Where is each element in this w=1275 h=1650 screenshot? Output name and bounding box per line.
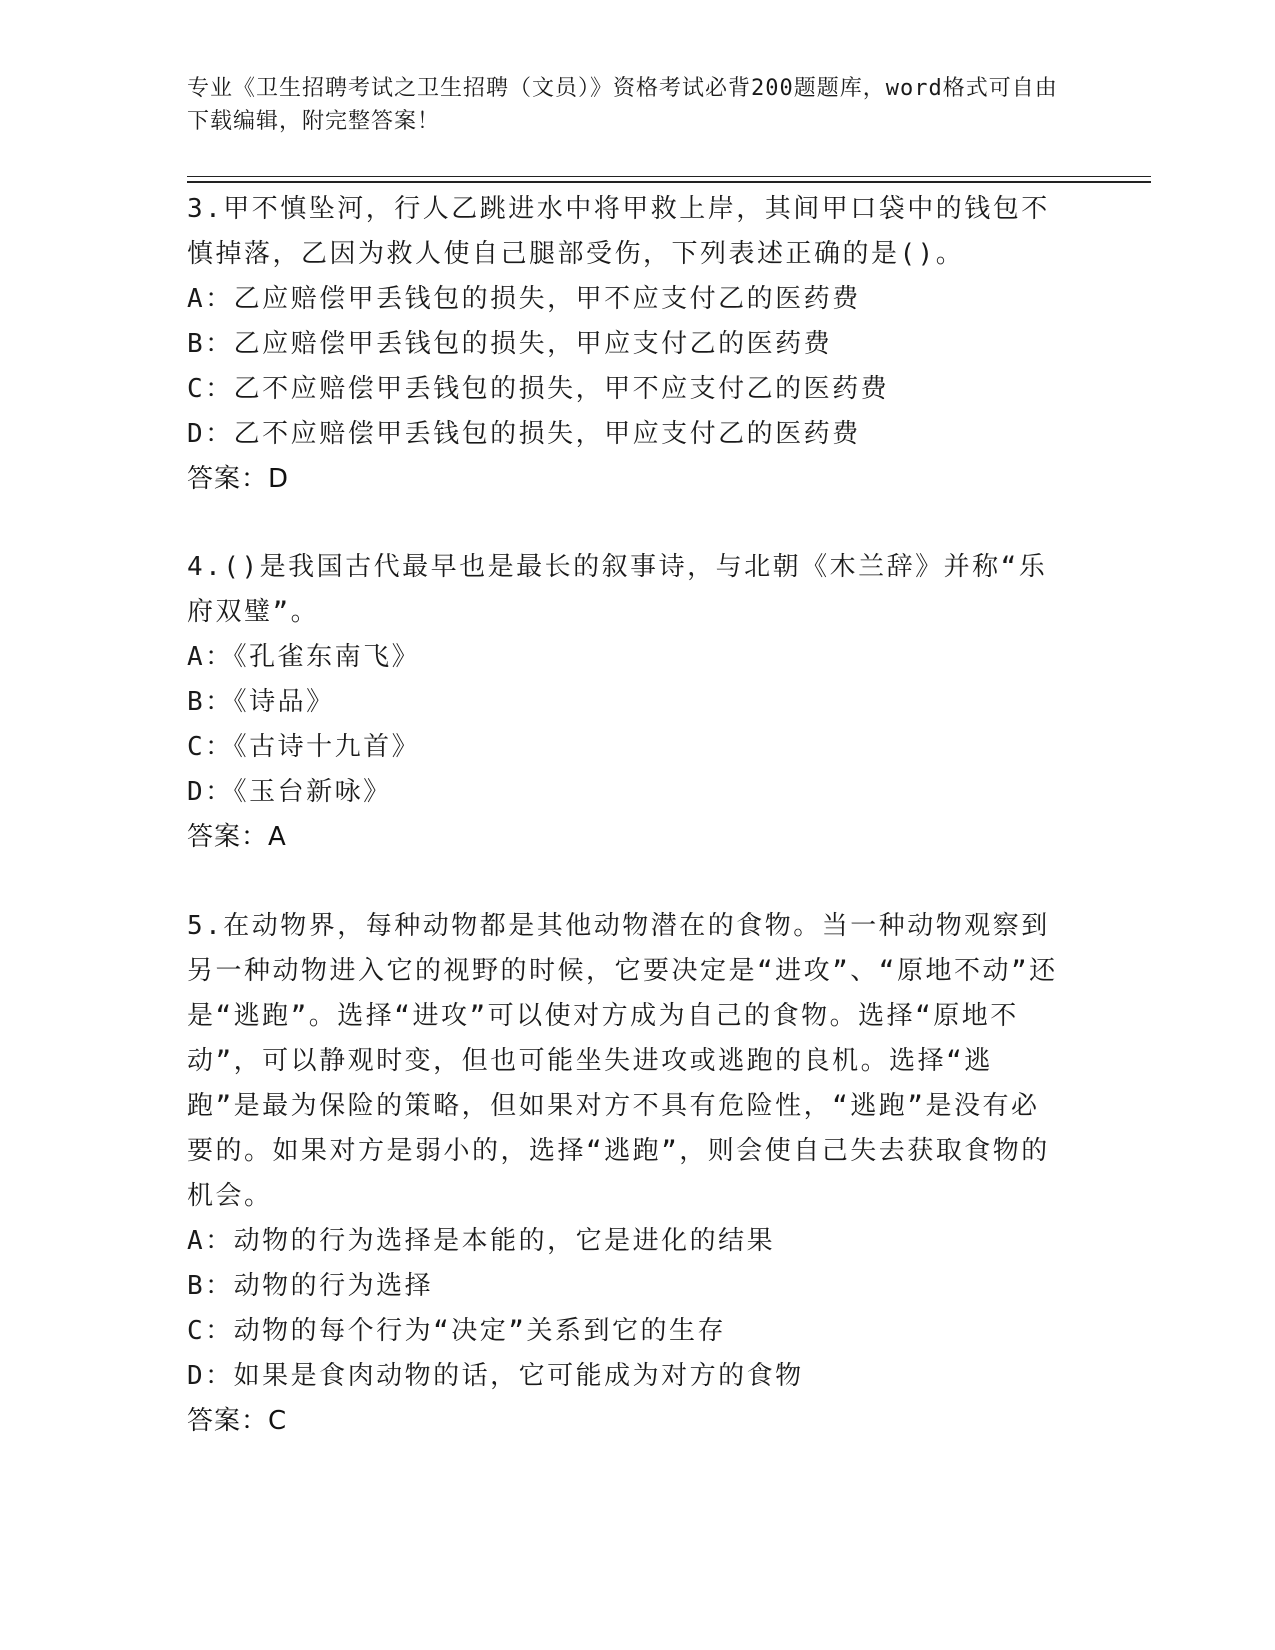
option-b: B：乙应赔偿甲丢钱包的损失，甲应支付乙的医药费 bbox=[187, 329, 833, 359]
question-stem: 4.()是我国古代最早也是最长的叙事诗，与北朝《木兰辞》并称“乐府双璧”。 bbox=[187, 552, 1048, 627]
option-d: D：《玉台新咏》 bbox=[187, 777, 392, 807]
header-divider-thin bbox=[187, 176, 1151, 177]
option-b: B：《诗品》 bbox=[187, 687, 335, 717]
question-3 bbox=[187, 187, 1067, 502]
option-a: A：动物的行为选择是本能的，它是进化的结果 bbox=[187, 1226, 776, 1256]
option-d: D：乙不应赔偿甲丢钱包的损失，甲应支付乙的医药费 bbox=[187, 419, 861, 449]
question-stem: 5.在动物界，每种动物都是其他动物潜在的食物。当一种动物观察到另一种动物进入它的视野的时候，它要决定是“进攻”、“原地不动”还是“逃跑”。选择“进攻”可以使对方成为自己的食物。选择“原地不动”，可以静观时变，但也可能坐失进攻或逃跑的良机。选择“逃跑”是最为保险的策略，但如果对方不具有危险性，“逃跑”是没有必要的。如果对方是弱小的，选择“逃跑”，则会使自己失去获取食物的机会。 bbox=[187, 911, 1058, 1211]
option-d: D：如果是食肉动物的话，它可能成为对方的食物 bbox=[187, 1361, 804, 1391]
answer: 答案：A bbox=[187, 822, 287, 852]
question-5 bbox=[187, 904, 1067, 1444]
document-header bbox=[187, 72, 1067, 138]
option-b: B：动物的行为选择 bbox=[187, 1271, 434, 1301]
option-c: C：《古诗十九首》 bbox=[187, 732, 421, 762]
answer: 答案：C bbox=[187, 1406, 288, 1436]
question-stem: 3.甲不慎坠河，行人乙跳进水中将甲救上岸，其间甲口袋中的钱包不慎掉落，乙因为救人使自己腿部受伤，下列表述正确的是()。 bbox=[187, 194, 1050, 269]
question-4 bbox=[187, 545, 1067, 860]
option-c: C：动物的每个行为“决定”关系到它的生存 bbox=[187, 1316, 726, 1346]
header-divider-thick bbox=[187, 181, 1151, 183]
option-a: A：乙应赔偿甲丢钱包的损失，甲不应支付乙的医药费 bbox=[187, 284, 861, 314]
option-c: C：乙不应赔偿甲丢钱包的损失，甲不应支付乙的医药费 bbox=[187, 374, 890, 404]
header-title: 专业《卫生招聘考试之卫生招聘（文员）》资格考试必背200题题库，word格式可自由下载编辑，附完整答案！ bbox=[187, 76, 1058, 134]
answer: 答案：D bbox=[187, 464, 290, 494]
option-a: A：《孔雀东南飞》 bbox=[187, 642, 421, 672]
